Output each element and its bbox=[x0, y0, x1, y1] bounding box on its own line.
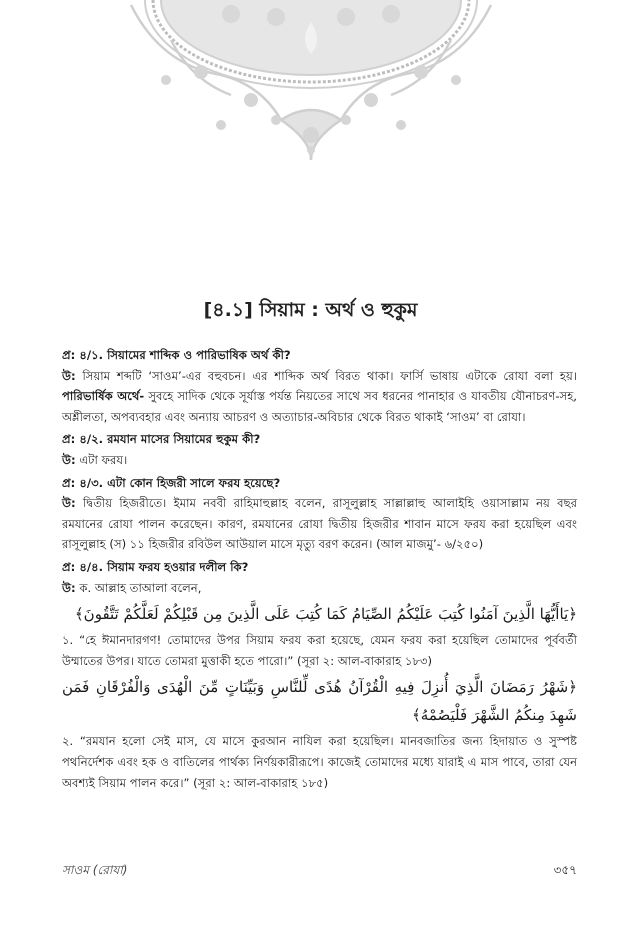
question bbox=[62, 345, 577, 366]
answer-label: উ: bbox=[62, 368, 76, 383]
mandala-ornament bbox=[101, 0, 521, 165]
answer-bold-term: পারিভার্ষিক অর্থে- bbox=[62, 389, 145, 404]
qa-block-3 bbox=[62, 473, 577, 555]
question-label: প্র: bbox=[62, 348, 76, 362]
qa-block-1 bbox=[62, 345, 577, 427]
verse-translation: ১. “হে ঈমানদারগণ! তোমাদের উপর সিয়াম ফরয করা হয়েছে, যেমন ফরয করা হয়েছিল তোমাদের পূর্ববর্তী উম্মাতের উপর। যাতে তোমরা মুত্তাকী হতে পারো।” (সূরা ২: আল-বাকারাহ ১৮৩) bbox=[62, 633, 577, 668]
question bbox=[62, 473, 577, 494]
arabic-verse: ﴿شَهْرُ رَمَضَانَ الَّذِيَ أُنزِلَ فِيهِ الْقُرْآنُ هُدًى لِّلنَّاسِ وَبَيِّنَاتٍ مِّنَ الْهُدَى وَالْفُرْقَانِ فَمَن شَهِدَ مِنكُمُ الشَّهْرَ فَلْيَصُمْهُ﴾ bbox=[62, 678, 577, 725]
question-text: ৪/২. রমযান মাসের সিয়ামের হুকুম কী? bbox=[79, 432, 261, 447]
question-text: ৪/৩. এটা কোন হিজরী সালে ফরয হয়েছে? bbox=[79, 475, 281, 490]
answer-label: উ: bbox=[62, 580, 76, 595]
answer bbox=[62, 578, 577, 599]
question-label: প্র: bbox=[62, 475, 76, 490]
running-title: সাওম (রোযা) bbox=[62, 863, 128, 877]
answer-label: উ: bbox=[62, 452, 76, 467]
arabic-verse: ﴿يَاأَيُّهَا الَّذِينَ آمَنُوا كُتِبَ عَلَيْكُمُ الصِّيَامُ كَمَا كُتِبَ عَلَى الَّذِينَ مِن قَبْلِكُمْ لَعَلَّكُمْ تَتَّقُونَ﴾ bbox=[74, 605, 577, 624]
answer-text: ক. আল্লাহ তাআলা বলেন, bbox=[79, 580, 202, 595]
answer-label: উ: bbox=[62, 496, 76, 511]
qa-block-2 bbox=[62, 429, 577, 470]
chapter-title: [৪.১] সিয়াম : অর্থ ও হুকুম bbox=[203, 298, 418, 321]
question-text: ৪/১. সিয়ামের শাব্দিক ও পারিভাষিক অর্থ কী? bbox=[79, 348, 291, 362]
qa-block-4 bbox=[62, 557, 577, 793]
page-content bbox=[62, 345, 577, 793]
answer-text: সুবহে সাদিক থেকে সূর্যাস্ত পর্যন্ত নিয়তের সাথে সব ধরনের পানাহার ও যাবতীয় যৌনাচরণ-সহ, অশ্লীলতা, অপব্যবহার এবং অন্যায় আচরণ ও অত্যাচার-অবিচার থেকে বিরত থাকাই ‘সাওম’ বা রোযা। bbox=[62, 389, 577, 424]
question bbox=[62, 429, 577, 450]
answer bbox=[62, 493, 577, 555]
answer bbox=[62, 366, 577, 428]
verse-translation: ২. “রমযান হলো সেই মাস, যে মাসে কুরআন নাযিল করা হয়েছিল। মানবজাতির জন্য হিদায়াত ও সুস্পষ্ট পথনির্দেশক এবং হক ও বাতিলের পার্থক্য নির্ণয়কারীরূপে। কাজেই তোমাদের মধ্যে যারাই এ মাস পাবে, তারা যেন অবশ্যই সিয়াম পালন করে।” (সূরা ২: আল-বাকারাহ ১৮৫) bbox=[62, 734, 577, 790]
question-label: প্র: bbox=[62, 432, 76, 447]
answer-text: দ্বিতীয় হিজরীতে। ইমাম নববী রাহিমাহুল্লাহ বলেন, রাসূলুল্লাহ সাল্লাল্লাহু আলাইহি ওয়াসাল্লাম নয় বছর রমযানের রোযা পালন করেছেন। কারণ, রমযানের রোযা দ্বিতীয় হিজরীর শাবান মাসে ফরয করা হয়েছিল এবং রাসূলুল্লাহ (স) ১১ হিজরীর রবিউল আউয়াল মাসে মৃত্যু বরণ করেন। (আল মাজমু’- ৬/২৫০) bbox=[62, 496, 577, 552]
page-number: ৩৫৭ bbox=[553, 863, 577, 877]
question-label: প্র: bbox=[62, 559, 76, 574]
question-text: ৪/৪. সিয়াম ফরয হওয়ার দলীল কি? bbox=[79, 559, 249, 574]
answer-text: সিয়াম শব্দটি ‘সাওম’-এর বহুবচন। এর শাব্দিক অর্থ বিরত থাকা। ফার্সি ভাষায় এটাকে রোযা বলা হয়। bbox=[82, 368, 577, 383]
answer bbox=[62, 450, 577, 471]
answer-text: এটা ফরয। bbox=[79, 452, 128, 467]
question bbox=[62, 557, 577, 578]
page-footer bbox=[62, 862, 577, 882]
